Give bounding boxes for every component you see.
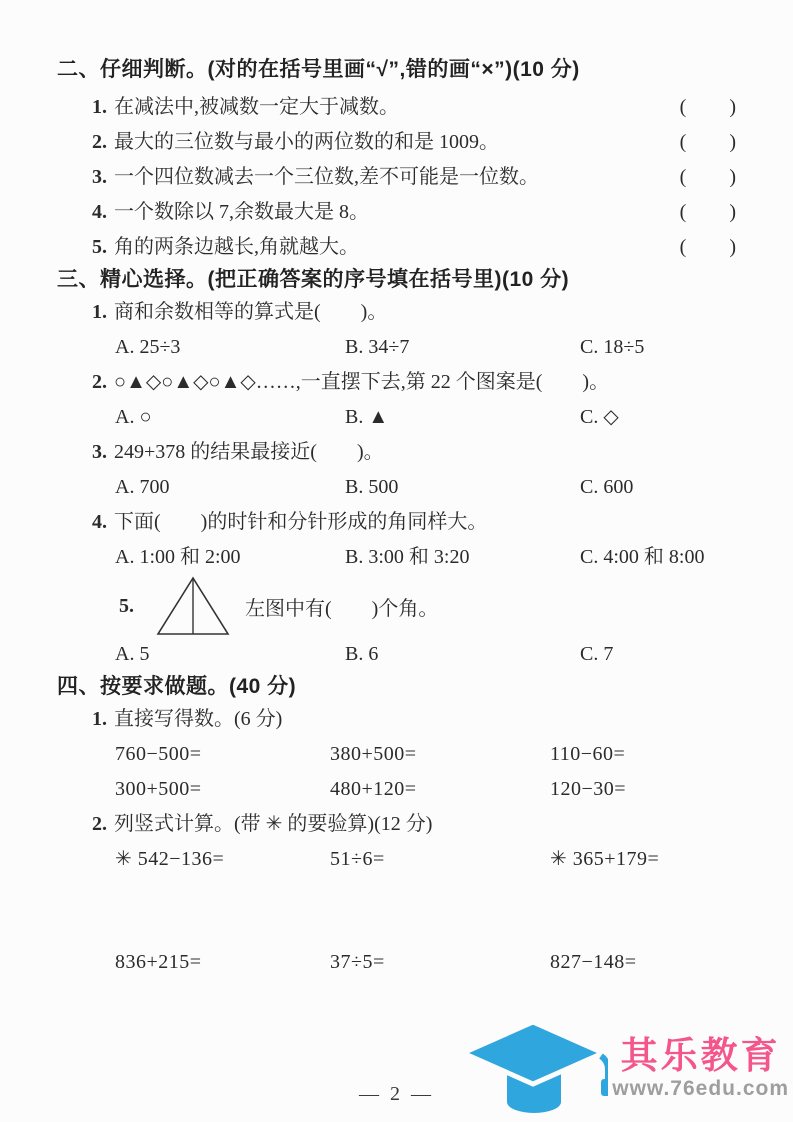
brand-watermark	[458, 1016, 789, 1120]
question-body: 左图中有( )个角。	[245, 597, 439, 620]
equation: 480+120=	[330, 778, 417, 800]
brand-text-block	[612, 1035, 789, 1101]
question-body: 下面( )的时针和分针形成的角同样大。	[114, 511, 488, 533]
mental-math-row-1	[57, 737, 737, 772]
option-a: A. 1:00 和 2:00	[115, 546, 241, 568]
equation: 827−148=	[550, 951, 637, 973]
judge-question-5	[57, 230, 737, 265]
choice-question-3-stem	[57, 435, 737, 470]
question-number: 2.	[92, 131, 107, 153]
question-number: 2.	[92, 813, 107, 835]
option-c: C. ◇	[580, 406, 619, 428]
option-b: B. 500	[345, 476, 399, 498]
judge-question-text	[92, 125, 499, 160]
question-number: 1.	[92, 96, 107, 118]
option-c: C. 7	[580, 643, 614, 665]
option-b: B. ▲	[345, 406, 389, 428]
work-part1-title	[57, 702, 737, 737]
option-b: B. 3:00 和 3:20	[345, 546, 470, 568]
choice-question-1-stem	[57, 295, 737, 330]
equation: 300+500=	[115, 778, 202, 800]
choice-question-2-options	[57, 400, 737, 435]
question-body: 一个四位数减去一个三位数,差不可能是一位数。	[114, 166, 539, 188]
choice-question-5-stem	[57, 575, 737, 637]
judge-question-4	[57, 195, 737, 230]
section-choice-heading: 三、精心选择。(把正确答案的序号填在括号里)(10 分)	[57, 268, 570, 291]
question-body: 最大的三位数与最小的两位数的和是 1009。	[114, 131, 499, 153]
question-body: ○▲◇○▲◇○▲◇……,一直摆下去,第 22 个图案是( )。	[114, 371, 610, 393]
choice-question-4-stem	[57, 505, 737, 540]
equation: ✳ 542−136=	[115, 848, 225, 870]
question-number: 3.	[92, 166, 107, 188]
choice-question-4-options	[57, 540, 737, 575]
question-number: 4.	[92, 201, 107, 223]
question-number: 2.	[92, 371, 107, 393]
question-number: 5.	[119, 594, 134, 617]
option-b: B. 6	[345, 643, 379, 665]
question-body: 直接写得数。(6 分)	[114, 708, 283, 730]
judge-question-3	[57, 160, 737, 195]
triangle-figure	[153, 575, 233, 637]
question-number: 1.	[92, 301, 107, 323]
option-b: B. 34÷7	[345, 336, 410, 358]
question-number: 5.	[92, 236, 107, 258]
page-number: — 2 —	[359, 1083, 434, 1105]
section-judge-heading: 二、仔细判断。(对的在括号里画“√”,错的画“×”)(10 分)	[57, 58, 580, 81]
choice-question-2-stem	[57, 365, 737, 400]
judge-question-text	[92, 160, 539, 195]
question-number: 4.	[92, 511, 107, 533]
judge-question-text	[92, 230, 359, 265]
question-number: 1.	[92, 708, 107, 730]
equation: 120−30=	[550, 778, 627, 800]
equation: 380+500=	[330, 743, 417, 765]
answer-bracket: ( )	[679, 236, 737, 258]
answer-bracket: ( )	[679, 201, 737, 223]
mental-math-row-2	[57, 772, 737, 807]
choice-question-5-options	[57, 637, 737, 672]
question-body: 列竖式计算。(带 ✳ 的要验算)(12 分)	[114, 813, 433, 835]
equation: 37÷5=	[330, 951, 385, 973]
equation: 51÷6=	[330, 848, 385, 870]
option-a: A. 700	[115, 476, 170, 498]
graduation-cap-icon	[458, 1016, 608, 1120]
choice-question-3-options	[57, 470, 737, 505]
question-body: 商和余数相等的算式是( )。	[114, 301, 388, 323]
answer-bracket: ( )	[679, 166, 737, 188]
judge-question-text	[92, 195, 369, 230]
judge-question-list	[57, 90, 737, 265]
question-body: 角的两条边越长,角就越大。	[114, 236, 359, 258]
option-a: A. ○	[115, 406, 152, 428]
judge-question-2	[57, 125, 737, 160]
option-c: C. 18÷5	[580, 336, 645, 358]
question-number: 3.	[92, 441, 107, 463]
column-calc-row-1	[57, 842, 737, 877]
answer-bracket: ( )	[679, 96, 737, 118]
judge-question-1	[57, 90, 737, 125]
equation: 110−60=	[550, 743, 626, 765]
equation: 760−500=	[115, 743, 202, 765]
equation: 836+215=	[115, 951, 202, 973]
answer-bracket: ( )	[679, 131, 737, 153]
work-part2-title	[57, 807, 737, 842]
option-a: A. 25÷3	[115, 336, 181, 358]
brand-name: 其乐教育	[620, 1035, 781, 1076]
question-body: 在减法中,被减数一定大于减数。	[114, 96, 399, 118]
option-c: C. 4:00 和 8:00	[580, 546, 705, 568]
judge-question-text	[92, 90, 399, 125]
column-calc-row-2	[57, 945, 737, 980]
option-c: C. 600	[580, 476, 634, 498]
choice-question-1-options	[57, 330, 737, 365]
section-work-heading: 四、按要求做题。(40 分)	[57, 675, 297, 698]
question-body: 249+378 的结果最接近( )。	[114, 441, 384, 463]
brand-url: www.76edu.com	[612, 1077, 789, 1100]
equation: ✳ 365+179=	[550, 848, 660, 870]
option-a: A. 5	[115, 643, 150, 665]
question-body: 一个数除以 7,余数最大是 8。	[114, 201, 369, 223]
